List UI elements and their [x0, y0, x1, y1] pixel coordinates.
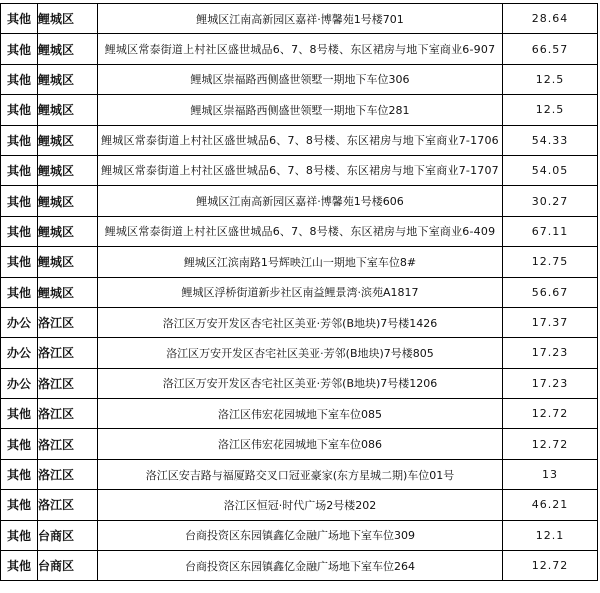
cell-area: 66.57	[503, 34, 598, 64]
cell-address: 鲤城区常泰街道上村社区盛世城品6、7、8号楼、东区裙房与地下室商业7-1706	[98, 125, 503, 155]
cell-type: 其他	[1, 459, 38, 489]
cell-area: 12.72	[503, 551, 598, 581]
table-row	[1, 459, 598, 489]
cell-type: 其他	[1, 125, 38, 155]
cell-area: 30.27	[503, 186, 598, 216]
cell-area: 17.23	[503, 338, 598, 368]
cell-address: 洛江区万安开发区杏宅社区美亚·芳邻(B地块)7号楼1426	[98, 307, 503, 337]
cell-type: 其他	[1, 247, 38, 277]
cell-area: 67.11	[503, 216, 598, 246]
cell-district: 洛江区	[38, 429, 98, 459]
cell-district: 鲤城区	[38, 186, 98, 216]
cell-address: 鲤城区崇福路西侧盛世领墅一期地下车位306	[98, 64, 503, 94]
table-row	[1, 34, 598, 64]
cell-type: 办公	[1, 338, 38, 368]
cell-type: 办公	[1, 368, 38, 398]
table-row	[1, 95, 598, 125]
property-table-body	[1, 4, 598, 581]
table-row	[1, 520, 598, 550]
cell-district: 洛江区	[38, 307, 98, 337]
cell-area: 12.1	[503, 520, 598, 550]
cell-type: 办公	[1, 307, 38, 337]
cell-address: 鲤城区江南高新园区嘉祥·博馨苑1号楼606	[98, 186, 503, 216]
cell-address: 鲤城区常泰街道上村社区盛世城品6、7、8号楼、东区裙房与地下室商业7-1707	[98, 155, 503, 185]
cell-address: 洛江区万安开发区杏宅社区美亚·芳邻(B地块)7号楼805	[98, 338, 503, 368]
cell-area: 13	[503, 459, 598, 489]
table-row	[1, 338, 598, 368]
cell-address: 鲤城区江南高新园区嘉祥·博馨苑1号楼701	[98, 4, 503, 34]
table-row	[1, 125, 598, 155]
table-row	[1, 490, 598, 520]
cell-address: 洛江区恒冠·时代广场2号楼202	[98, 490, 503, 520]
cell-area: 46.21	[503, 490, 598, 520]
cell-type: 其他	[1, 277, 38, 307]
cell-district: 鲤城区	[38, 247, 98, 277]
cell-address: 鲤城区常泰街道上村社区盛世城品6、7、8号楼、东区裙房与地下室商业6-907	[98, 34, 503, 64]
cell-area: 54.33	[503, 125, 598, 155]
table-row	[1, 64, 598, 94]
cell-area: 28.64	[503, 4, 598, 34]
cell-address: 洛江区伟宏花园城地下室车位086	[98, 429, 503, 459]
cell-type: 其他	[1, 216, 38, 246]
cell-type: 其他	[1, 551, 38, 581]
cell-district: 洛江区	[38, 459, 98, 489]
cell-address: 洛江区安吉路与福厦路交叉口冠亚豪家(东方星城二期)车位01号	[98, 459, 503, 489]
cell-type: 其他	[1, 155, 38, 185]
cell-area: 12.5	[503, 95, 598, 125]
cell-address: 洛江区伟宏花园城地下室车位085	[98, 399, 503, 429]
cell-type: 其他	[1, 64, 38, 94]
cell-area: 12.72	[503, 429, 598, 459]
cell-type: 其他	[1, 429, 38, 459]
cell-district: 洛江区	[38, 490, 98, 520]
table-row	[1, 4, 598, 34]
table-row	[1, 247, 598, 277]
table-row	[1, 551, 598, 581]
cell-district: 鲤城区	[38, 4, 98, 34]
table-row	[1, 186, 598, 216]
table-row	[1, 216, 598, 246]
table-row	[1, 429, 598, 459]
cell-district: 洛江区	[38, 399, 98, 429]
property-table	[0, 3, 598, 581]
cell-district: 鲤城区	[38, 125, 98, 155]
cell-type: 其他	[1, 186, 38, 216]
cell-district: 鲤城区	[38, 216, 98, 246]
cell-address: 台商投资区东园镇鑫亿金融广场地下室车位264	[98, 551, 503, 581]
cell-area: 17.23	[503, 368, 598, 398]
cell-type: 其他	[1, 95, 38, 125]
cell-type: 其他	[1, 34, 38, 64]
cell-address: 台商投资区东园镇鑫亿金融广场地下室车位309	[98, 520, 503, 550]
cell-type: 其他	[1, 490, 38, 520]
cell-type: 其他	[1, 520, 38, 550]
cell-area: 56.67	[503, 277, 598, 307]
cell-district: 鲤城区	[38, 34, 98, 64]
table-row	[1, 307, 598, 337]
cell-address: 鲤城区崇福路西侧盛世领墅一期地下车位281	[98, 95, 503, 125]
cell-district: 台商区	[38, 520, 98, 550]
table-row	[1, 399, 598, 429]
table-row	[1, 368, 598, 398]
cell-address: 鲤城区浮桥街道新步社区南益鲤景湾·滨苑A1817	[98, 277, 503, 307]
cell-district: 鲤城区	[38, 64, 98, 94]
cell-address: 鲤城区常泰街道上村社区盛世城品6、7、8号楼、东区裙房与地下室商业6-409	[98, 216, 503, 246]
cell-district: 鲤城区	[38, 155, 98, 185]
cell-area: 17.37	[503, 307, 598, 337]
cell-district: 鲤城区	[38, 277, 98, 307]
cell-district: 台商区	[38, 551, 98, 581]
cell-address: 洛江区万安开发区杏宅社区美亚·芳邻(B地块)7号楼1206	[98, 368, 503, 398]
cell-district: 洛江区	[38, 338, 98, 368]
table-row	[1, 277, 598, 307]
table-row	[1, 155, 598, 185]
cell-type: 其他	[1, 4, 38, 34]
cell-type: 其他	[1, 399, 38, 429]
cell-area: 54.05	[503, 155, 598, 185]
cell-area: 12.5	[503, 64, 598, 94]
cell-area: 12.72	[503, 399, 598, 429]
cell-district: 鲤城区	[38, 95, 98, 125]
cell-address: 鲤城区江滨南路1号辉映江山一期地下室车位8#	[98, 247, 503, 277]
cell-area: 12.75	[503, 247, 598, 277]
cell-district: 洛江区	[38, 368, 98, 398]
